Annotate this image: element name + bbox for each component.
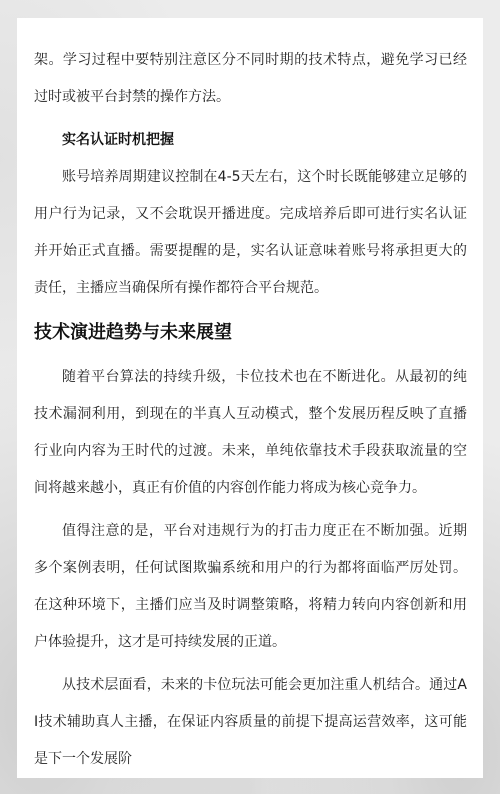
paragraph-intro: 架。学习过程中要特别注意区分不同时期的技术特点，避免学习已经过时或被平台封禁的操作方法。	[34, 52, 467, 105]
paragraph-account-cultivation: 账号培养周期建议控制在4-5天左右，这个时长既能够建立足够的用户行为记录，又不会耽误开播进度。完成培养后即可进行实名认证并开始正式直播。需要提醒的是，实名认证意味着账号将承担更大的责任，主播应当确保所有操作都符合平台规范。	[34, 169, 467, 296]
section-title: 技术演进趋势与未来展望	[34, 322, 232, 343]
paragraph-enforcement: 值得注意的是，平台对违规行为的打击力度正在不断加强。近期多个案例表明，任何试图欺骗系统和用户的行为都将面临严厉处罚。在这种环境下，主播们应当及时调整策略，将精力转向内容创新和用户体验提升，这才是可持续发展的正道。	[34, 523, 467, 650]
subheading-real-name-verification: 实名认证时机把握	[62, 132, 174, 148]
paragraph-algorithm-upgrade: 随着平台算法的持续升级，卡位技术也在不断进化。从最初的纯技术漏洞利用，到现在的半真人互动模式，整个发展历程反映了直播行业向内容为王时代的过渡。未来，单纯依靠技术手段获取流量的空间将越来越小，真正有价值的内容创作能力将成为核心竞争力。	[34, 369, 467, 496]
paragraph-future-ai: 从技术层面看，未来的卡位玩法可能会更加注重人机结合。通过AI技术辅助真人主播，在保证内容质量的前提下提高运营效率，这可能是下一个发展阶	[34, 677, 467, 767]
document-page	[17, 18, 483, 778]
